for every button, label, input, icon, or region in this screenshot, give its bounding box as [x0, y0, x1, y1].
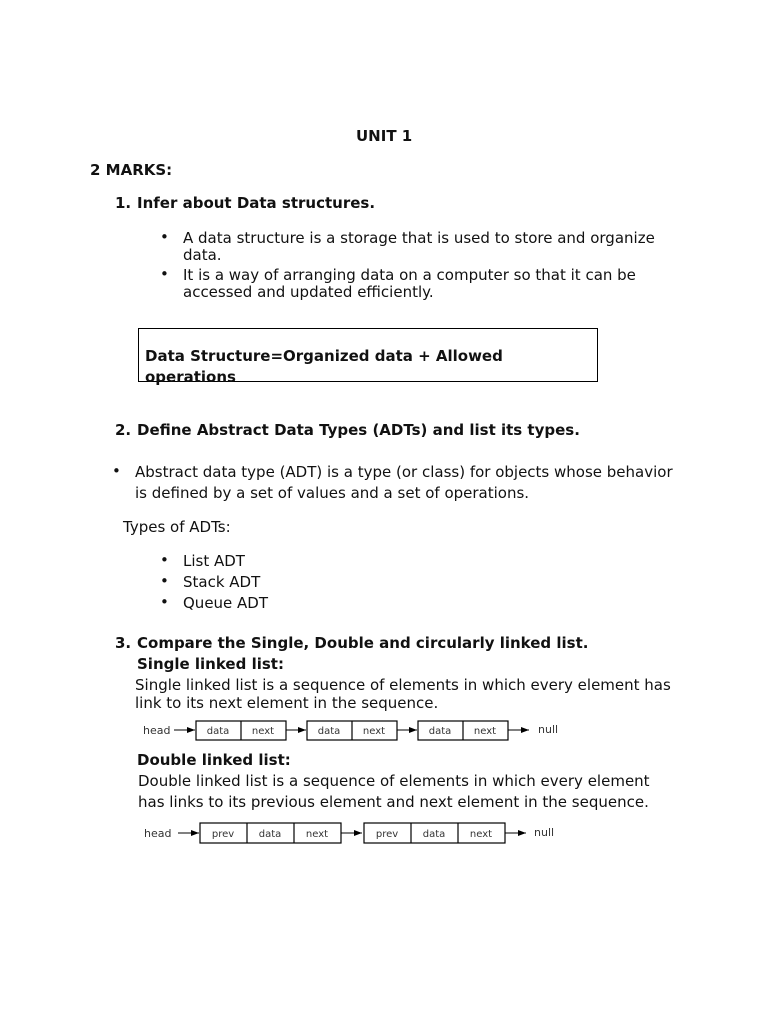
node-prev-label: prev: [211, 829, 235, 840]
q1-bullet-line: A data structure is a storage that is used to store and organize: [183, 229, 655, 247]
q1-bullet-line: It is a way of arranging data on a computer so that it can be: [183, 266, 636, 284]
single-list-desc-line: Single linked list is a sequence of elements in which every element has: [135, 676, 671, 694]
head-label: head: [144, 827, 172, 840]
bullet-icon: •: [160, 593, 169, 611]
node-next-label: next: [473, 726, 497, 737]
q1-bullet-line: data.: [183, 246, 222, 264]
single-list-title: Single linked list:: [137, 655, 284, 673]
types-label: Types of ADTs:: [123, 518, 231, 536]
bullet-icon: •: [160, 572, 169, 590]
null-label: null: [538, 723, 559, 736]
q1-bullet-line: accessed and updated efficiently.: [183, 283, 434, 301]
q1-number: 1.: [115, 194, 132, 212]
list-node: [200, 823, 341, 843]
q2-paragraph-line: is defined by a set of values and a set of operations.: [135, 484, 530, 502]
head-label: head: [143, 724, 171, 737]
q2-heading: Define Abstract Data Types (ADTs) and list its types.: [137, 421, 580, 439]
list-node: [364, 823, 505, 843]
double-list-desc-line: Double linked list is a sequence of elements in which every element: [138, 772, 650, 790]
definition-text: Data Structure=Organized data + Allowed operations: [145, 347, 503, 386]
node-next-label: next: [362, 726, 386, 737]
node-prev-label: prev: [375, 829, 399, 840]
adt-type-item: List ADT: [183, 552, 245, 570]
node-next-label: next: [469, 829, 493, 840]
q2-number: 2.: [115, 421, 132, 439]
q3-number: 3.: [115, 634, 132, 652]
q1-heading: Infer about Data structures.: [137, 194, 376, 212]
section-heading: 2 MARKS:: [90, 161, 173, 179]
bullet-icon: •: [112, 462, 121, 480]
double-list-desc-line: has links to its previous element and next element in the sequence.: [138, 793, 649, 811]
node-data-label: data: [422, 829, 446, 840]
q3-heading: Compare the Single, Double and circularly linked list.: [137, 634, 589, 652]
q2-paragraph-line: Abstract data type (ADT) is a type (or class) for objects whose behavior: [135, 463, 673, 481]
node-data-label: data: [206, 726, 230, 737]
bullet-icon: •: [160, 551, 169, 569]
node-data-label: data: [317, 726, 341, 737]
double-list-title: Double linked list:: [137, 751, 291, 769]
node-data-label: data: [258, 829, 282, 840]
null-label: null: [534, 826, 555, 839]
page-title: UNIT 1: [356, 127, 413, 145]
single-list-desc-line: link to its next element in the sequence.: [135, 694, 439, 712]
bullet-icon: •: [160, 265, 169, 283]
node-data-label: data: [428, 726, 452, 737]
node-next-label: next: [305, 829, 329, 840]
adt-type-item: Stack ADT: [183, 573, 261, 591]
node-next-label: next: [251, 726, 275, 737]
bullet-icon: •: [160, 228, 169, 246]
adt-type-item: Queue ADT: [183, 594, 269, 612]
